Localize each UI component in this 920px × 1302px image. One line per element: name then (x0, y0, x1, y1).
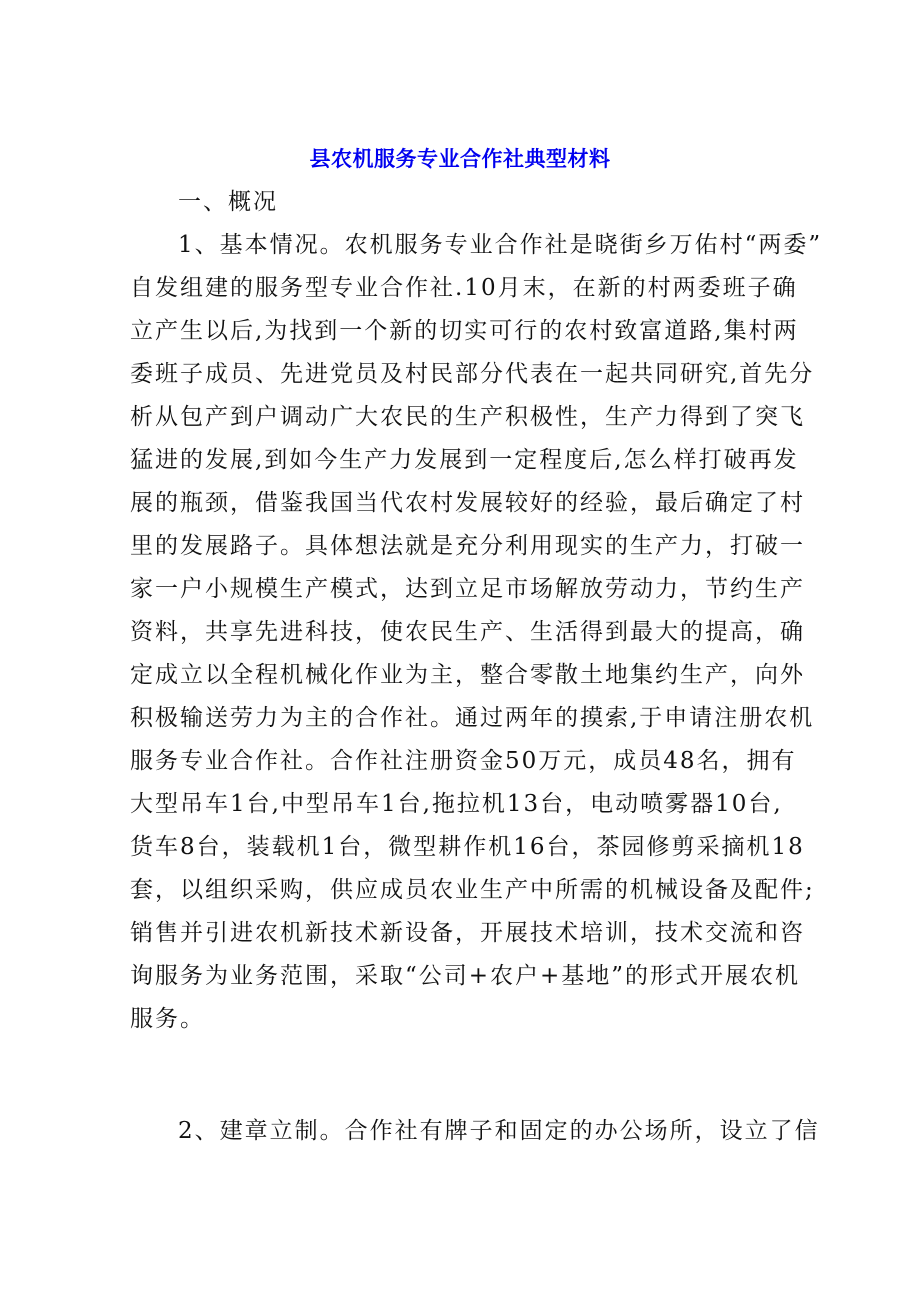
section-heading: 一、概况 (178, 189, 278, 215)
paragraph-line: 家一户小规模生产模式，达到立足市场解放劳动力，节约生产 (130, 576, 805, 602)
paragraph-line: 服务。 (130, 1006, 205, 1032)
paragraph-line: 套，以组织采购，供应成员农业生产中所需的机械设备及配件; (130, 877, 815, 903)
paragraph-line: 积极输送劳力为主的合作社。通过两年的摸索,于申请注册农机 (130, 705, 815, 731)
paragraph-line: 展的瓶颈，借鉴我国当代农村发展较好的经验，最后确定了村 (130, 490, 805, 516)
paragraph-line: 猛进的发展,到如今生产力发展到一定程度后,怎么样打破再发 (130, 447, 799, 473)
paragraph-line: 自发组建的服务型专业合作社.10月末，在新的村两委班子确 (130, 275, 798, 301)
paragraph-line: 询服务为业务范围，采取“公司+农户+基地”的形式开展农机 (130, 963, 801, 989)
paragraph-line: 资料，共享先进科技，使农民生产、生活得到最大的提高，确 (130, 619, 805, 645)
paragraph-line: 货车8台，装载机1台，微型耕作机16台，茶园修剪采摘机18 (130, 834, 805, 860)
paragraph-line: 服务专业合作社。合作社注册资金50万元，成员48名，拥有 (130, 748, 797, 774)
paragraph-line: 定成立以全程机械化作业为主，整合零散土地集约生产，向外 (130, 662, 805, 688)
paragraph-line: 销售并引进农机新技术新设备，开展技术培训，技术交流和咨 (130, 920, 805, 946)
paragraph-line: 里的发展路子。具体想法就是充分利用现实的生产力，打破一 (130, 533, 805, 559)
paragraph-line: 立产生以后,为找到一个新的切实可行的农村致富道路,集村两 (130, 318, 799, 344)
paragraph-line: 委班子成员、先进党员及村民部分代表在一起共同研究,首先分 (130, 361, 815, 387)
paragraph-line: 析从包产到户调动广大农民的生产积极性，生产力得到了突飞 (130, 404, 805, 430)
document-title: 县农机服务专业合作社典型材料 (309, 147, 611, 171)
paragraph-line: 2、建章立制。合作社有牌子和固定的办公场所，设立了信 (178, 1118, 820, 1144)
paragraph-line: 大型吊车1台,中型吊车1台,拖拉机13台，电动喷雾器10台, (130, 791, 783, 817)
paragraph-line: 1、基本情况。农机服务专业合作社是晓街乡万佑村“两委” (178, 232, 823, 258)
